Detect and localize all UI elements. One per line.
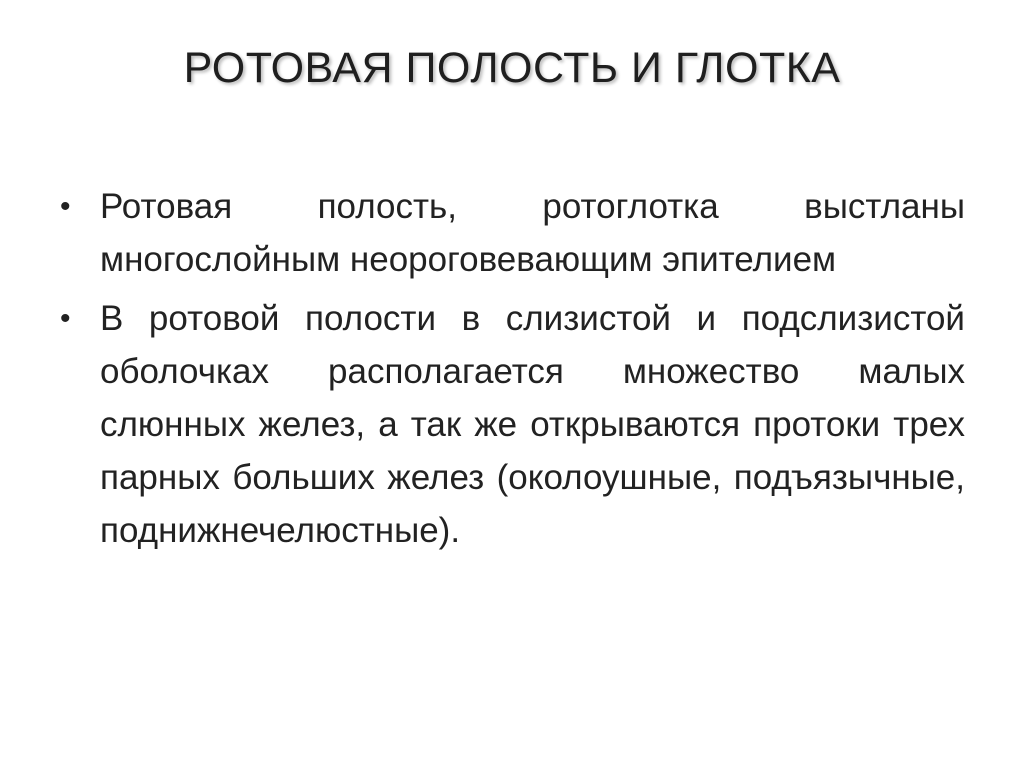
bullet-icon: •	[60, 190, 71, 223]
bullet-item-1	[60, 180, 965, 286]
slide-title: РОТОВАЯ ПОЛОСТЬ И ГЛОТКА	[183, 44, 841, 92]
bullet-text-2: В ротовой полости в слизистой и подслизистой оболочках располагается множество малых слюнных желез, а так же открываются протоки трех парных больших желез (околоушные, подъязычные, поднижнечелюстные).	[100, 299, 965, 550]
bullet-text-1: Ротовая полость, ротоглотка выстланы многослойным неороговевающим эпителием	[100, 187, 965, 279]
bullet-icon: •	[60, 302, 71, 335]
bullet-item-2	[60, 292, 965, 557]
bullet-list	[60, 180, 965, 563]
